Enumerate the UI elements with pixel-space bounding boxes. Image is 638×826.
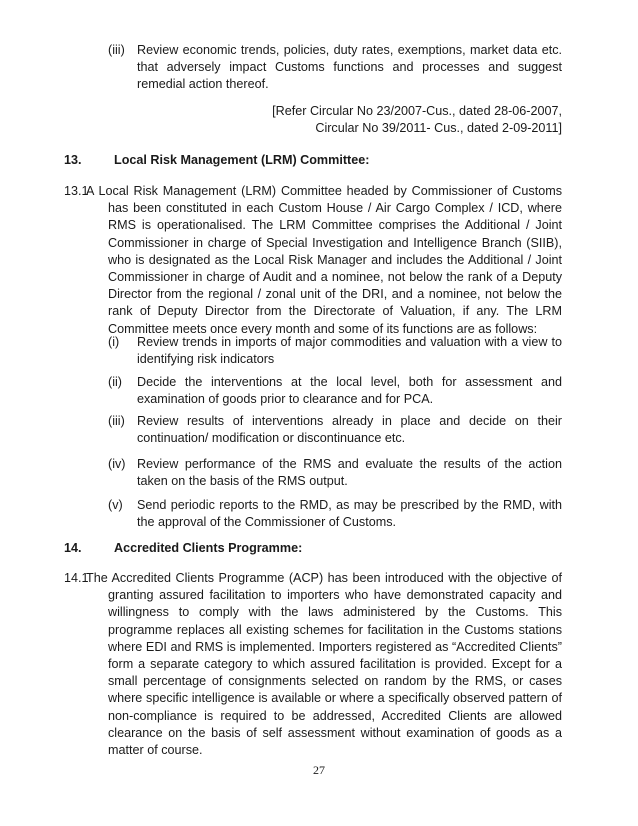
reference-line-2: Circular No 39/2011- Cus., dated 2-09-2011] [315, 121, 562, 136]
section-number: 14. [64, 541, 82, 555]
list-item-text: Review trends in imports of major commodities and valuation with a view to identifying risk indicators [137, 335, 562, 367]
list-item-number: (ii) [108, 375, 122, 389]
list-item [108, 456, 562, 490]
list-item [108, 413, 562, 447]
list-item-number: (iii) [108, 414, 125, 428]
list-item-text: Review economic trends, policies, duty rates, exemptions, market data etc. that adversely impact Customs functions and processes and suggest remedial action thereof. [137, 43, 562, 92]
section-title: Local Risk Management (LRM) Committee: [114, 153, 370, 167]
section-number: 13. [64, 153, 82, 167]
paragraph-13-1 [64, 183, 562, 338]
paragraph-number: 14.1 [64, 571, 89, 585]
list-item-number: (i) [108, 335, 120, 349]
reference-line-1: [Refer Circular No 23/2007-Cus., dated 28-06-2007, [272, 104, 562, 118]
circular-reference [162, 103, 562, 137]
paragraph-body: The Accredited Clients Programme (ACP) has been introduced with the objective of granting assured facilitation to importers who have demonstrated capacity and willingness to comply with the laws administered by the Customs. This programme replaces all existing schemes for facilitation in the Customs stations where EDI and RMS is implemented. Importers registered as “Accredited Clients” form a separate category to which assured facilitation is provided. Except for a small percentage of consignments selected on random by the RMS, or cases where specific intelligence is available or where a specifically observed pattern of non-compliance is required to be addressed, Accredited Clients are allowed clearance on the basis of self assessment without examination of goods as a matter of course. [86, 571, 562, 758]
list-item-text: Send periodic reports to the RMD, as may be prescribed by the RMD, with the approval of the Commissioner of Customs. [137, 498, 562, 530]
list-item [108, 374, 562, 408]
list-item-text: Review results of interventions already in place and decide on their continuation/ modification or discontinuance etc. [137, 414, 562, 446]
paragraph-body: A Local Risk Management (LRM) Committee headed by Commissioner of Customs has been constituted in each Custom House / Air Cargo Complex / ICD, where RMS is operationalised. The LRM Committee comprises the Additional / Joint Commissioner in charge of Special Investigation and Intelligence Branch (SIIB), who is designated as the Local Risk Manager and includes the Additional / Joint Commissioner in charge of Audit and a nominee, not below the rank of a Deputy Director from the regional / zonal unit of the DRI, and a nominee, not below the rank of Deputy Director from the Directorate of Valuation, if any. The LRM Committee meets once every month and some of its functions are as follows: [86, 184, 562, 336]
paragraph-number: 13.1 [64, 184, 89, 198]
list-item [108, 42, 562, 94]
paragraph-14-1 [64, 570, 562, 759]
list-item-number: (iii) [108, 43, 125, 57]
list-item-text: Review performance of the RMS and evaluate the results of the action taken on the basis of the RMS output. [137, 457, 562, 489]
list-item [108, 334, 562, 368]
list-item-number: (iv) [108, 457, 126, 471]
paragraph-text [86, 183, 562, 338]
section-title: Accredited Clients Programme: [114, 541, 303, 555]
list-item-text: Decide the interventions at the local level, both for assessment and examination of goods prior to clearance and for PCA. [137, 375, 562, 407]
list-item [108, 497, 562, 531]
list-item-number: (v) [108, 498, 123, 512]
paragraph-text [86, 570, 562, 759]
page-number: 27 [313, 763, 325, 777]
